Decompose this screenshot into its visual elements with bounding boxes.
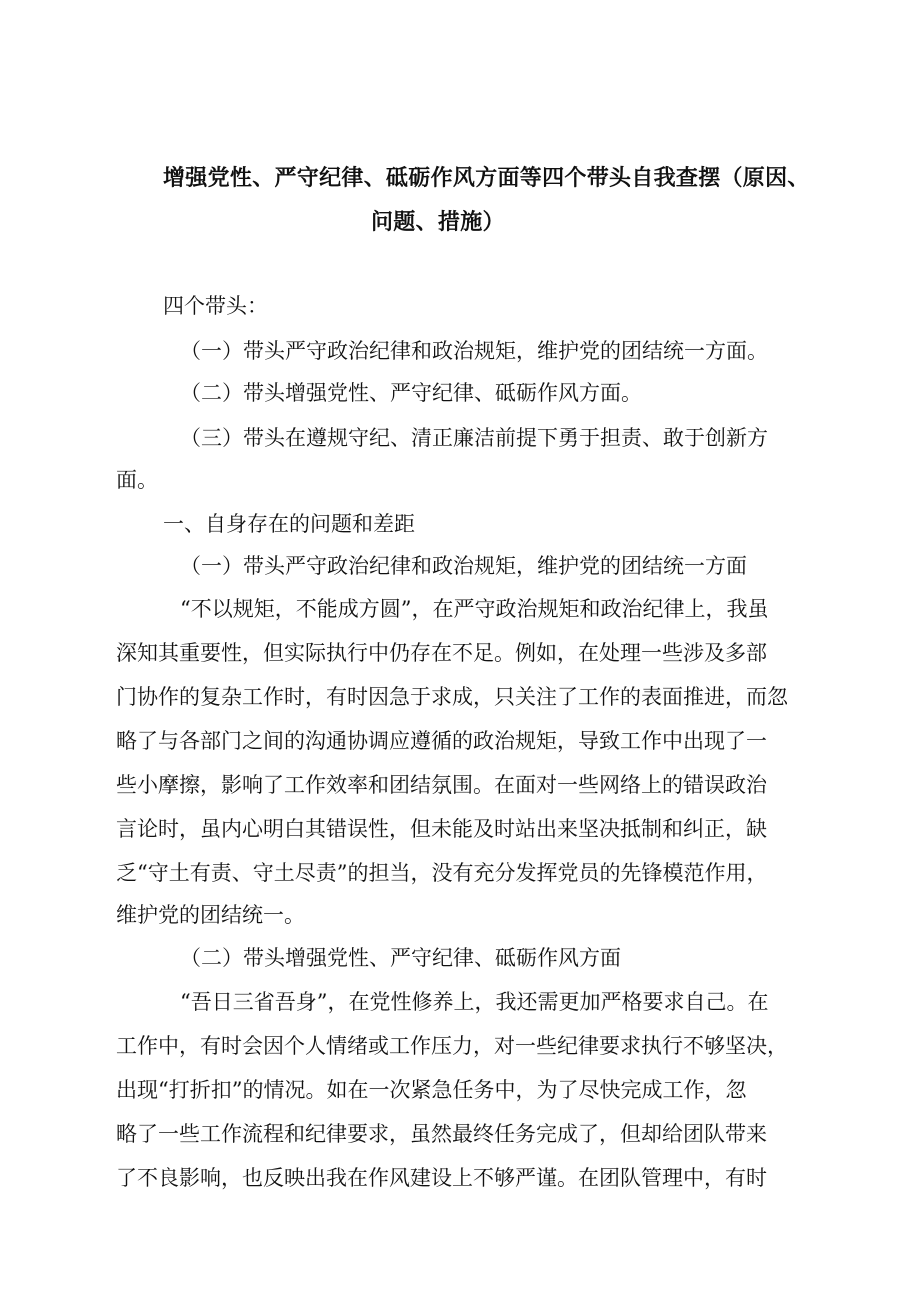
paragraph-line: 了不良影响，也反映出我在作风建设上不够严谨。在团队管理中，有时 — [116, 1166, 767, 1190]
paragraph-line: 出现“打折扣”的情况。如在一次紧急任务中，为了尽快完成工作，忽 — [116, 1078, 747, 1102]
paragraph-line: “不以规矩，不能成方圆”，在严守政治规矩和政治纪律上，我虽 — [180, 597, 769, 621]
intro-item-3-line-1: （三）带头在遵规守纪、清正廉洁前提下勇于担责、敢于创新方 — [180, 426, 768, 450]
title-line-2: 问题、措施） — [371, 210, 505, 235]
paragraph-line: 维护党的团结统一。 — [116, 903, 305, 927]
paragraph-line: 些小摩擦，影响了工作效率和团结氛围。在面对一些网络上的错误政治 — [116, 773, 767, 797]
intro-item-2: （二）带头增强党性、严守纪律、砥砺作风方面。 — [180, 381, 642, 405]
intro-label: 四个带头： — [163, 294, 268, 318]
paragraph-line: 门协作的复杂工作时，有时因急于求成，只关注了工作的表面推进，而忽 — [116, 685, 788, 709]
subsection-2-heading: （二）带头增强党性、严守纪律、砥砺作风方面 — [180, 946, 621, 970]
paragraph-line: 略了与各部门之间的沟通协调应遵循的政治规矩，导致工作中出现了一 — [116, 729, 767, 753]
paragraph-line: 深知其重要性，但实际执行中仍存在不足。例如，在处理一些涉及多部 — [116, 641, 767, 665]
intro-item-1: （一）带头严守政治纪律和政治规矩，维护党的团结统一方面。 — [180, 339, 768, 363]
paragraph-line: 略了一些工作流程和纪律要求，虽然最终任务完成了，但却给团队带来 — [116, 1122, 767, 1146]
subsection-1-heading: （一）带头严守政治纪律和政治规矩，维护党的团结统一方面 — [180, 554, 747, 578]
paragraph-line: 工作中，有时会因个人情绪或工作压力，对一些纪律要求执行不够坚决， — [116, 1034, 788, 1058]
title-line-1: 增强党性、严守纪律、砥砺作风方面等四个带头自我查摆（原因、 — [163, 166, 810, 191]
document-title — [163, 157, 863, 245]
paragraph-line: 乏“守土有责、守土尽责”的担当，没有充分发挥党员的先锋模范作用， — [116, 861, 768, 885]
paragraph-line: 言论时，虽内心明白其错误性，但未能及时站出来坚决抵制和纠正，缺 — [116, 817, 767, 841]
paragraph-line: “吾日三省吾身”，在党性修养上，我还需更加严格要求自己。在 — [180, 990, 769, 1014]
intro-item-3-line-2: 面。 — [116, 468, 158, 492]
section-1-heading: 一、自身存在的问题和差距 — [163, 512, 415, 536]
